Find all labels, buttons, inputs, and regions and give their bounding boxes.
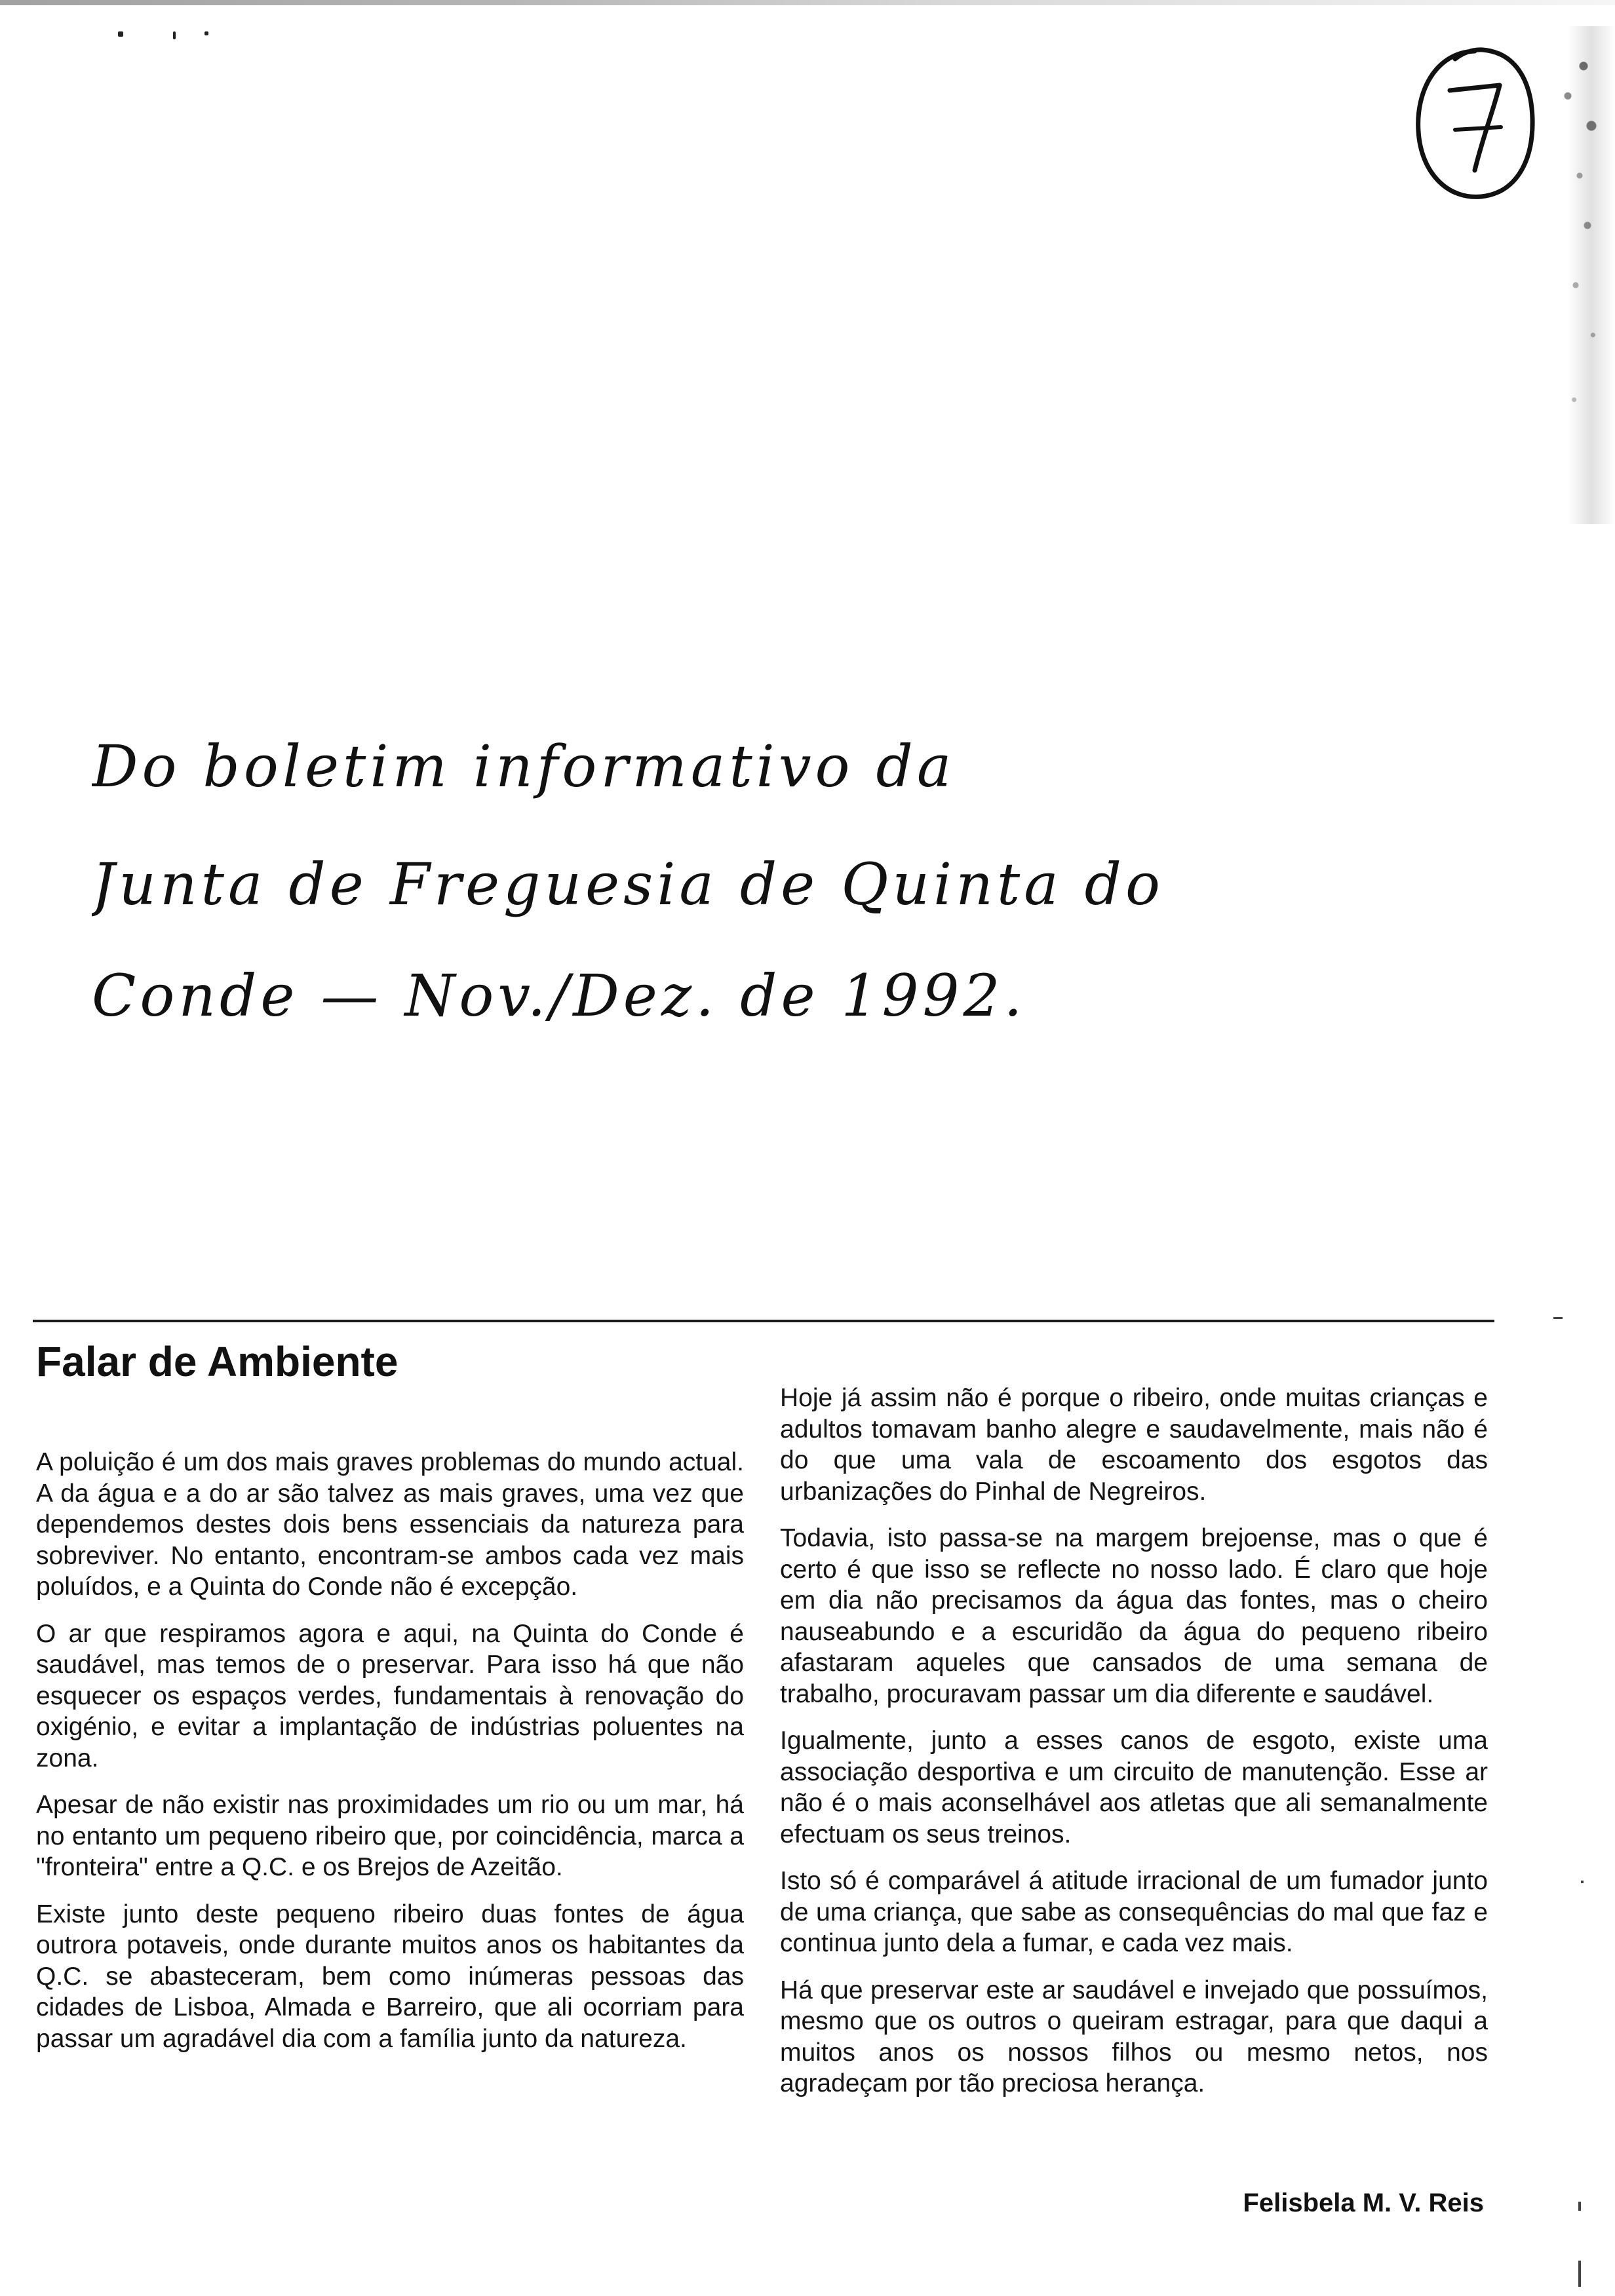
margin-mark [1581,1881,1584,1883]
article-paragraph: Apesar de não existir nas proximidades um rio ou um mar, há no entanto um pequeno ribeiro que, por coincidência, marca a "fronteira" entre a Q.C. e os Brejos de Azeitão. [36,1791,744,1881]
article-paragraph: Todavia, isto passa-se na margem brejoense, mas o que é certo é que isso se reflecte no nosso lado. É claro que hoje em dia não precisamos da água das fontes, mas o cheiro nauseabundo e a escuridão da água do pequeno ribeiro afastaram aqueles que cansados de uma semana de trabalho, procuravam passar um dia diferente e saudável. [780,1524,1488,1708]
article-paragraph: Hoje já assim não é porque o ribeiro, onde muitas crianças e adultos tomavam banho alegre e saudavelmente, mais não é do que uma vala de escoamento dos esgotos das urbanizações do Pinhal de Negreiros. [780,1384,1488,1506]
article-paragraph: Isto só é comparável á atitude irracional de um fumador junto de uma criança, que sabe as consequências do mal que faz e continua junto dela a fumar, e cada vez mais. [780,1867,1488,1957]
article-paragraph: Há que preservar este ar saudável e invejado que possuímos, mesmo que os outros o queiram estragar, para que daqui a muitos anos os nossos filhos ou mesmo netos, nos agradeçam por tão preciosa herança. [780,1976,1488,2097]
margin-mark [1553,1317,1563,1319]
section-divider [33,1320,1494,1322]
margin-mark [1578,2261,1581,2287]
article-left-column [36,1447,744,2070]
handwritten-line: Conde — Nov./Dez. de 1992. [92,962,1026,1029]
article-title: Falar de Ambiente [36,1338,399,1385]
article-right-column [780,1383,1488,2115]
article-paragraph: Igualmente, junto a esses canos de esgoto, existe uma associação desportiva e um circuito de manutenção. Esse ar não é o mais aconselhável aos atletas que ali semanalmente efectuam os seus treinos. [780,1727,1488,1848]
handwritten-note [92,714,1468,1042]
handwritten-line: Junta de Freguesia de Quinta do [92,851,1164,918]
scan-dots-artifact [118,26,223,39]
article-paragraph: A poluição é um dos mais graves problemas do mundo actual. A da água e a do ar são talvez as mais graves, uma vez que dependemos destes dois bens essenciais da natureza para sobreviver. No entanto, encontram-se ambos cada vez mais poluídos, e a Quinta do Conde não é excepção. [36,1448,744,1601]
margin-mark [1578,2202,1581,2211]
article-paragraph: O ar que respiramos agora e aqui, na Quinta do Conde é saudável, mas temos de o preservar. Para isso há que não esquecer os espaços verdes, fundamentais à renovação do oxigénio, e evitar a implantação de indústrias poluentes na zona. [36,1619,744,1772]
page-number-circle [1409,39,1540,210]
page-number-text: 7 [1475,135,1477,138]
scan-edge-artifact [0,0,1615,5]
article-paragraph: Existe junto deste pequeno ribeiro duas fontes de água outrora potaveis, onde durante muitos anos os habitantes da Q.C. se abasteceram, bem como inúmeras pessoas das cidades de Lisboa, Almada e Barreiro, que ali ocorriam para passar um agradável dia com a família junto da natureza. [36,1900,744,2053]
handwritten-line: Do boletim informativo da [92,733,956,800]
author-name: Felisbela M. V. Reis [1243,2189,1484,2217]
scan-noise-artifact [1536,26,1615,524]
